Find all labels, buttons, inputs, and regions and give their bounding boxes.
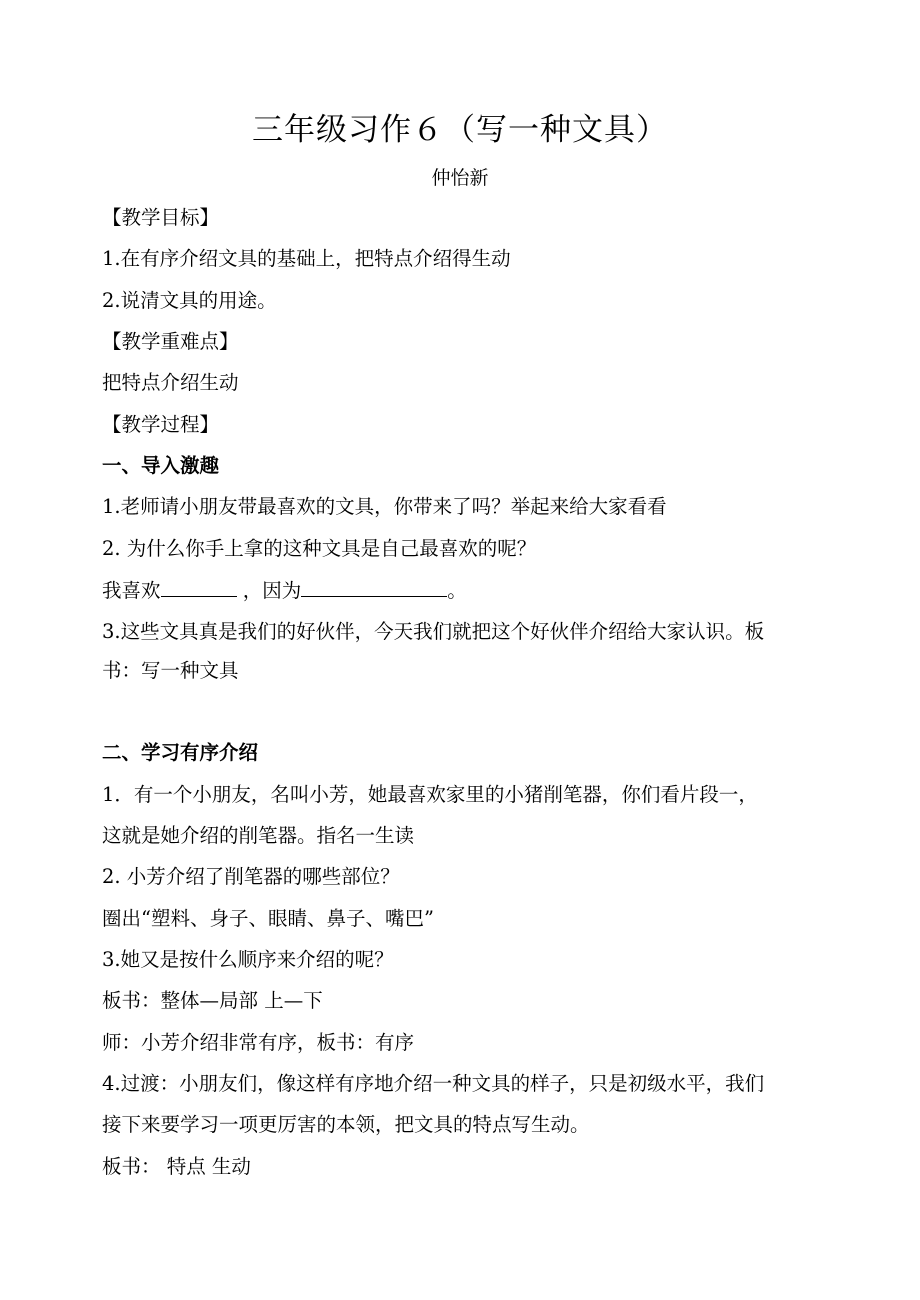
fill-in-sentence: [102, 578, 467, 603]
section-1-item-2: 2. 为什么你手上拿的这种文具是自己最喜欢的呢？: [102, 537, 537, 560]
document-title: 三年级习作６（写一种文具）: [252, 112, 668, 148]
section-2-item-4-line-2: 接下来要学习一项更厉害的本领，把文具的特点写生动。: [102, 1113, 590, 1136]
objectives-heading: 【教学目标】: [102, 206, 220, 229]
section-1-heading: 一、导入激趣: [102, 454, 220, 477]
teacher-note: 师：小芳介绍非常有序，板书：有序: [102, 1031, 415, 1054]
section-2-heading: 二、学习有序介绍: [102, 741, 259, 764]
fill-middle: ，因为: [242, 579, 302, 602]
difficulty-heading: 【教学重难点】: [102, 330, 239, 353]
section-1-item-3-line-2: 书：写一种文具: [102, 659, 239, 682]
section-1-item-3-line-1: 3.这些文具真是我们的好伙伴，今天我们就把这个好伙伴介绍给大家认识。板: [102, 620, 765, 643]
author-name: 仲怡新: [431, 167, 489, 189]
objective-1: 1.在有序介绍文具的基础上，把特点介绍得生动: [102, 247, 511, 270]
process-heading: 【教学过程】: [102, 413, 220, 436]
fill-prefix: 我喜欢: [102, 579, 161, 602]
fill-blank-1: [161, 578, 237, 597]
section-1-item-1: 1.老师请小朋友带最喜欢的文具，你带来了吗？举起来给大家看看: [102, 495, 667, 518]
board-note-2: 板书： 特点 生动: [102, 1155, 251, 1178]
section-2-item-4-line-1: 4.过渡：小朋友们，像这样有序地介绍一种文具的样子，只是初级水平，我们: [102, 1072, 765, 1095]
board-note-1: 板书：整体—局部 上—下: [102, 989, 323, 1012]
section-2-item-2-detail: 圈出“塑料、身子、眼睛、鼻子、嘴巴”: [102, 907, 434, 930]
difficulty-text: 把特点介绍生动: [102, 371, 239, 394]
section-2-item-3: 3.她又是按什么顺序来介绍的呢？: [102, 948, 394, 971]
section-2-item-1-line-1: 1．有一个小朋友，名叫小芳，她最喜欢家里的小猪削笔器，你们看片段一，: [102, 783, 758, 806]
fill-end: 。: [447, 579, 467, 602]
objective-2: 2.说清文具的用途。: [102, 289, 277, 312]
fill-blank-2: [301, 578, 447, 597]
section-2-item-1-line-2: 这就是她介绍的削笔器。指名一生读: [102, 824, 415, 847]
section-2-item-2: 2. 小芳介绍了削笔器的哪些部位？: [102, 865, 400, 888]
